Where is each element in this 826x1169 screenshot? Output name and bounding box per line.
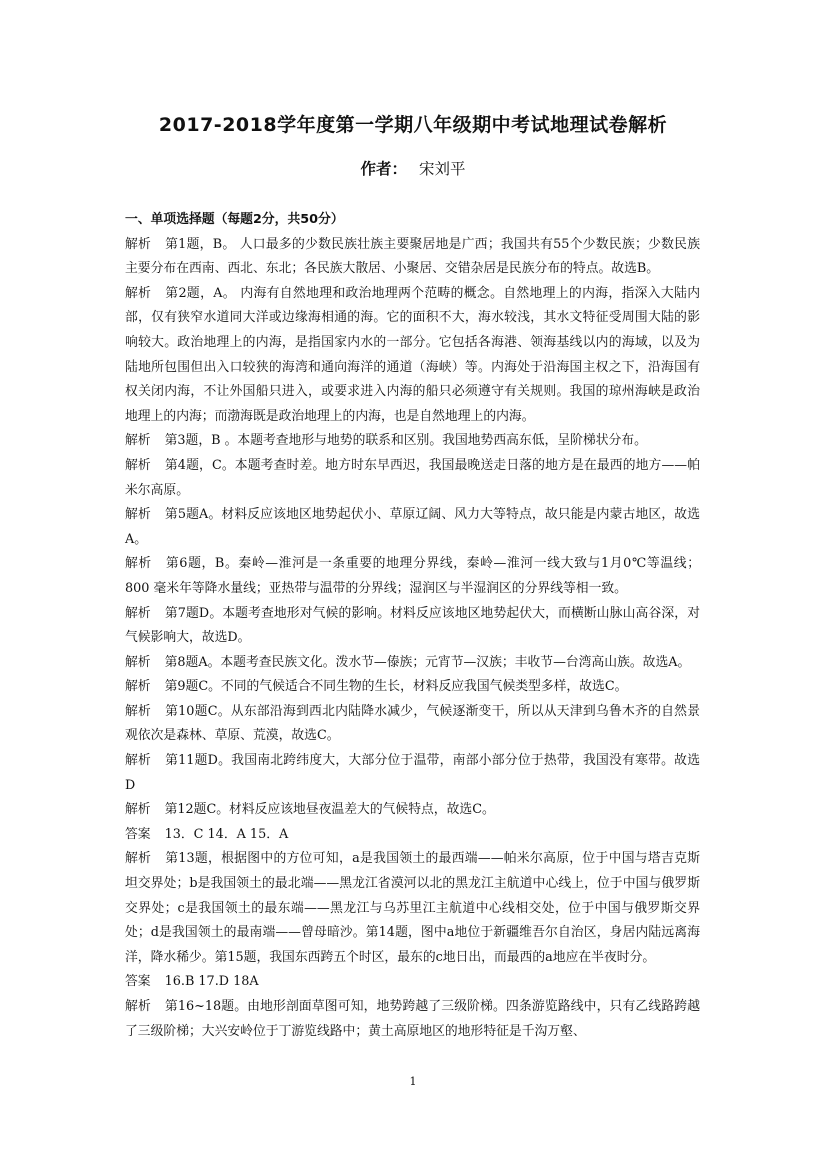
- paragraph-label: 解析: [125, 457, 151, 473]
- paragraph: [125, 503, 700, 552]
- paragraph: [125, 233, 700, 282]
- author-label: 作者：: [360, 160, 407, 178]
- paragraph: [125, 798, 700, 823]
- paragraph-text: 第3题，B 。本题考查地形与地势的联系和区别。我国地势西高东低，呈阶梯状分布。: [164, 433, 647, 449]
- paragraph-label: 解析: [125, 433, 151, 449]
- paragraph: [125, 970, 700, 995]
- author-name: 宋刘平: [419, 160, 466, 178]
- paragraph-text: 第8题A。本题考查民族文化。泼水节—傣族；元宵节—汉族；丰收节—台湾高山族。故选A。: [164, 654, 691, 670]
- paragraph-text: 第1题，B。 人口最多的少数民族壮族主要聚居地是广西；我国共有55个少数民族；少数民族主要分布在西南、西北、东北；各民族大散居、小聚居、交错杂居是民族分布的特点。故选B。: [125, 236, 701, 277]
- paragraph-list: [125, 233, 700, 1045]
- paragraph-text: 13．C 14．A 15．A: [164, 826, 289, 842]
- paragraph-label: 解析: [125, 851, 152, 867]
- paragraph: [125, 552, 700, 601]
- paragraph-text: 第7题D。本题考查地形对气候的影响。材料反应该地区地势起伏大，而横断山脉山高谷深，对气候影响大，故选D。: [125, 605, 701, 646]
- paragraph-text: 第9题C。不同的气候适合不同生物的生长，材料反应我国气候类型多样，故选C。: [164, 679, 628, 695]
- paragraph-text: 第13题，根据图中的方位可知，a是我国领土的最西端——帕米尔高原，位于中国与塔吉克斯坦交界处；b是我国领土的最北端——黑龙江省漠河以北的黑龙江主航道中心线上，位于中国与俄罗斯交界处；c是我国领土的最东端——黑龙江与乌苏里江主航道中心线相交处，位于中国与俄罗斯交界处；d是我国领土的最南端——曾母暗沙。第14题，图中a地位于新疆维吾尔自治区，身居内陆远离海洋，降水稀少。第15题，我国东西跨五个时区，最东的c地日出，而最西的a地应在半夜时分。: [125, 851, 700, 965]
- paragraph: [125, 995, 700, 1044]
- paragraph-text: 第12题C。材料反应该地昼夜温差大的气候特点，故选C。: [164, 802, 495, 818]
- paragraph: [125, 651, 700, 676]
- paragraph: [125, 847, 700, 970]
- paragraph: [125, 675, 700, 700]
- paragraph-text: 第4题，C。本题考查时差。地方时东早西迟，我国最晚送走日落的地方是在最西的地方——帕米尔高原。: [125, 457, 701, 498]
- page-number: 1: [409, 1075, 417, 1088]
- paragraph-text: 第6题，B。秦岭—淮河是一条重要的地理分界线，秦岭—淮河一线大致与1月0℃等温线； 800 毫米年等降水量线；亚热带与温带的分界线；湿润区与半湿润区的分界线等相一致。: [125, 556, 700, 596]
- author-line: [0, 157, 826, 179]
- paragraph-label: 解析: [125, 285, 152, 301]
- paragraph: [125, 823, 700, 848]
- paragraph-label: 解析: [125, 654, 151, 670]
- paragraph: [125, 429, 700, 454]
- document-title: 2017-2018学年度第一学期八年级期中考试地理试卷解析: [158, 114, 668, 136]
- paragraph: [125, 454, 700, 503]
- paragraph-text: 第2题，A。 内海有自然地理和政治地理两个范畴的概念。自然地理上的内海，指深入大陆内部，仅有狭窄水道同大洋或边缘海相通的海。它的面积不大，海水较浅，其水文特征受周围大陆的影响较大。政治地理上的内海，是指国家内水的一部分。它包括各海港、领海基线以内的海域，以及为陆地所包围但出入口较狭的海湾和通向海洋的通道（海峡）等。内海处于沿海国主权之下，沿海国有权关闭内海，不让外国船只进入，或要求进入内海的船只必须遵守有关规则。我国的琼州海峡是政治地理上的内海；而渤海既是政治地理上的内海，也是自然地理上的内海。: [125, 285, 701, 424]
- paragraph-label: 解析: [125, 703, 152, 719]
- paragraph-text: 第5题A。材料反应该地区地势起伏小、草原辽阔、风力大等特点，故只能是内蒙古地区，故选A。: [125, 507, 701, 547]
- paragraph-label: 解析: [125, 999, 151, 1014]
- document-body: [125, 208, 700, 1044]
- paragraph: [125, 700, 700, 749]
- paragraph: [125, 749, 700, 798]
- paragraph-text: 第16~18题。由地形剖面草图可知，地势跨越了三级阶梯。四条游览路线中，只有乙线路跨越了三级阶梯；大兴安岭位于丁游览线路中；黄土高原地区的地形特征是千沟万壑、: [125, 999, 700, 1039]
- paragraph-label: 解析: [125, 605, 151, 621]
- paragraph-label: 解析: [125, 802, 151, 818]
- paragraph-label: 解析: [125, 507, 151, 523]
- paragraph-text: 第11题D。我国南北跨纬度大，大部分位于温带，南部小部分位于热带，我国没有寒带。故选D: [125, 753, 700, 793]
- paragraph-text: 16.B 17.D 18A: [164, 974, 259, 990]
- paragraph-label: 解析: [125, 556, 152, 572]
- paragraph-label: 解析: [125, 679, 151, 695]
- paragraph-label: 答案: [125, 974, 151, 990]
- paragraph: [125, 282, 700, 430]
- paragraph-text: 第10题C。从东部沿海到西北内陆降水减少，气候逐渐变干，所以从天津到乌鲁木齐的自然景观依次是森林、草原、荒漠，故选C。: [125, 703, 701, 744]
- paragraph-label: 答案: [125, 826, 151, 842]
- paragraph-label: 解析: [125, 236, 152, 252]
- paragraph-label: 解析: [125, 753, 152, 769]
- paragraph: [125, 602, 700, 651]
- section-heading: 一、单项选择题（每题2分，共50分）: [125, 212, 344, 227]
